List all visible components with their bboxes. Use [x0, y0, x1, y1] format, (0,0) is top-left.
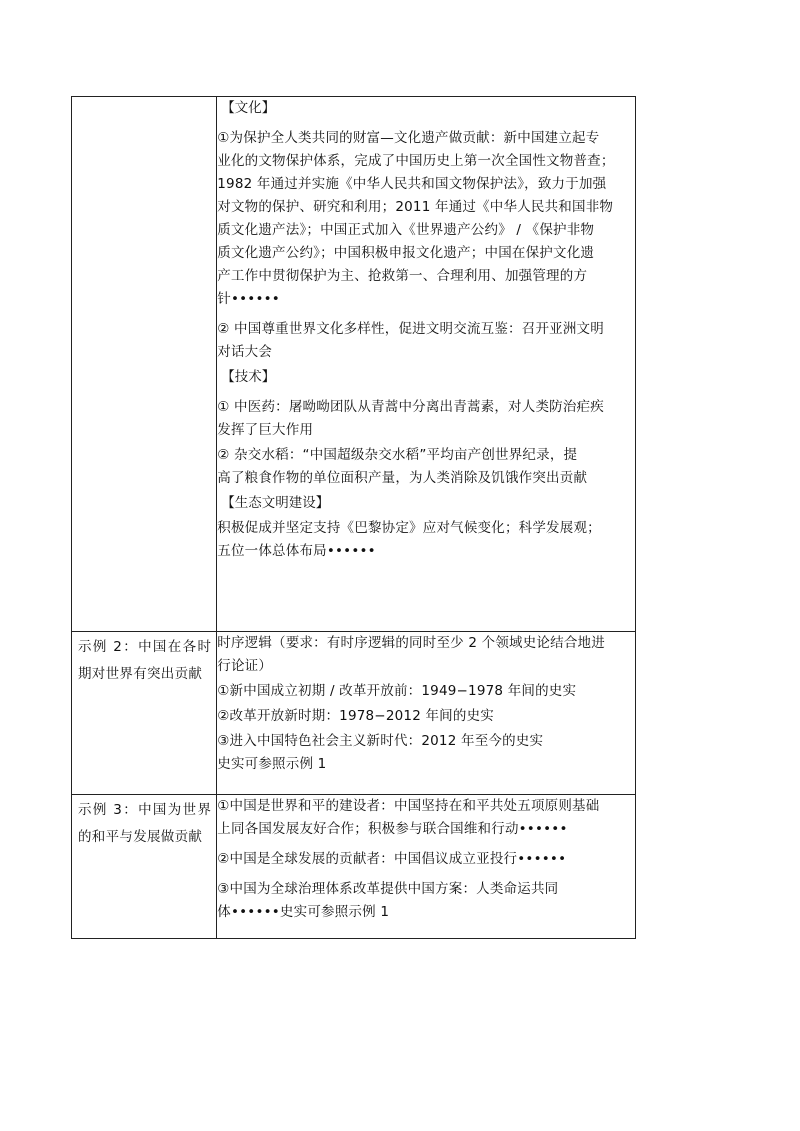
row3-paragraph-3 [217, 878, 635, 924]
row2-paragraph-5: 史实可参照示例 1 [217, 756, 327, 772]
row2-paragraph-1 [217, 632, 635, 678]
text-line: 体••••••史实可参照示例 1 [217, 904, 390, 920]
row3-paragraph-2: ②中国是全球发展的贡献者：中国倡议成立亚投行•••••• [217, 851, 567, 867]
tech-paragraph-2 [217, 444, 635, 490]
text-line: ② 杂交水稻：“中国超级杂交水稻”平均亩产创世界纪录，提 [217, 447, 578, 463]
row2-paragraph-2: ①新中国成立初期 / 改革开放前：1949−1978 年间的史实 [217, 683, 577, 699]
text-line: 1982 年通过并实施《中华人民共和国文物保护法》，致力于加强 [217, 176, 607, 192]
heading-eco: 【生态文明建设】 [221, 495, 330, 511]
text-line: ① 中医药：屠呦呦团队从青蒿中分离出青蒿素，对人类防治疟疾 [217, 399, 604, 415]
text-line: 积极促成并坚定支持《巴黎协定》应对气候变化；科学发展观； [217, 520, 601, 536]
culture-paragraph-2 [217, 318, 635, 364]
text-line: 对文物的保护、研究和利用；2011 年通过《中华人民共和国非物 [217, 199, 614, 215]
text-line: 行论证） [217, 658, 273, 674]
text-line: ①为保护全人类共同的财富—文化遗产做贡献：新中国建立起专 [217, 130, 600, 146]
row3-left-cell [72, 795, 217, 939]
row2-right-cell [217, 632, 636, 795]
row2-left-cell [72, 632, 217, 795]
table-row [72, 97, 636, 632]
row1-right-cell [217, 97, 636, 632]
text-line: 针•••••• [217, 291, 280, 307]
row3-left-text: 示例 3：中国为世界的和平与发展做贡献 [78, 802, 212, 845]
row2-left-text: 示例 2：中国在各时期对世界有突出贡献 [78, 639, 212, 682]
text-line: 高了粮食作物的单位面积产量，为人类消除及饥饿作突出贡献 [217, 470, 588, 486]
heading-culture: 【文化】 [221, 100, 276, 116]
text-line: 质文化遗产法》；中国正式加入《世界遗产公约》 / 《保护非物 [217, 222, 595, 238]
eco-paragraph-1 [217, 517, 635, 563]
text-line: 上同各国发展友好合作；积极参与联合国维和行动•••••• [217, 821, 568, 837]
tech-paragraph-1 [217, 396, 635, 442]
row2-paragraph-3: ②改革开放新时期：1978−2012 年间的史实 [217, 708, 494, 724]
text-line: 发挥了巨大作用 [217, 422, 314, 438]
text-line: ② 中国尊重世界文化多样性，促进文明交流互鉴：召开亚洲文明 [217, 321, 604, 337]
text-line: 时序逻辑（要求：有时序逻辑的同时至少 2 个领域史论结合地进 [217, 635, 605, 651]
table-row [72, 795, 636, 939]
text-line: 对话大会 [217, 344, 273, 360]
table-row [72, 632, 636, 795]
culture-paragraph-1 [217, 127, 635, 311]
text-line: 业化的文物保护体系，完成了中国历史上第一次全国性文物普查； [217, 153, 615, 169]
text-line: 产工作中贯彻保护为主、抢救第一、合理利用、加强管理的方 [217, 268, 588, 284]
content-table [71, 96, 636, 939]
text-line: ①中国是世界和平的建设者：中国坚持在和平共处五项原则基础 [217, 798, 600, 814]
row1-left-text [72, 97, 216, 99]
text-line: ③中国为全球治理体系改革提供中国方案：人类命运共同 [217, 881, 559, 897]
text-line: 质文化遗产公约》；中国积极申报文化遗产；中国在保护文化遗 [217, 245, 595, 261]
text-line: 五位一体总体布局•••••• [217, 543, 376, 559]
row1-left-cell [72, 97, 217, 632]
heading-tech: 【技术】 [221, 369, 276, 385]
row3-paragraph-1 [217, 795, 635, 841]
row3-right-cell [217, 795, 636, 939]
row2-paragraph-4: ③进入中国特色社会主义新时代：2012 年至今的史实 [217, 733, 544, 749]
